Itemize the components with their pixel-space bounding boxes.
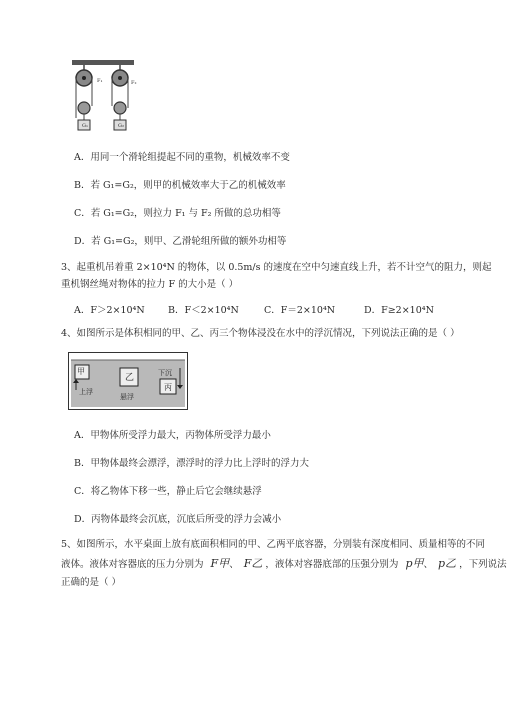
q5-line2-a: 液体。液体对容器底的压力分别为 [61,559,204,570]
q2-option-b: B．若 G₁=G₂，则甲的机械效率大于乙的机械效率 [74,180,286,191]
q5-line3: 正确的是（ ） [61,577,122,588]
q3-stem-line1: 3、起重机吊着重 2×10⁴N 的物体，以 0.5m/s 的速度在空中匀速直线上升，若不计空气的阻力，则起 [61,262,492,273]
pulley-figure [70,58,140,134]
label-shangfu: 上浮 [79,388,93,396]
q4-option-a: A．甲物体所受浮力最大，丙物体所受浮力最小 [74,430,271,441]
q5-line1: 5、如图所示，水平桌面上放有底面积相同的甲、乙两平底容器，分别装有深度相同、质量相等的不同 [61,539,486,550]
q5-line2: 液体。液体对容器底的压力分别为 F甲、 F乙 ，液体对容器底部的压强分别为 p甲、 p乙 ，下列说法 [61,557,507,570]
q4-option-d: D．丙物体最终会沉底，沉底后所受的浮力会减小 [74,514,282,525]
q2-option-d: D．若 G₁=G₂，则甲、乙滑轮组所做的额外功相等 [74,236,287,247]
q3-stem-line2: 重机钢丝绳对物体的拉力 F 的大小是（ ） [61,279,239,290]
q3-option-d: D．F≥2×10⁴N [364,305,434,316]
q4-stem: 4、如图所示是体积相同的甲、乙、丙三个物体浸没在水中的浮沉情况，下列说法正确的是（ ） [61,328,460,339]
label-yi: 乙 [125,373,135,383]
force-jia: F甲 [210,557,230,570]
label-xuanfu: 悬浮 [120,393,134,401]
force-yi: F乙 [243,557,263,570]
q3-option-c: C．F＝2×10⁴N [264,305,336,316]
q4-option-b: B．甲物体最终会漂浮，漂浮时的浮力比上浮时的浮力大 [74,458,309,469]
q3-option-a: A．F＞2×10⁴N [74,305,145,316]
pressure-jia: p甲 [405,557,424,570]
q2-option-a: A．用同一个滑轮组提起不同的重物，机械效率不变 [74,152,290,163]
label-xiachen: 下沉 [158,369,172,377]
label-f2: F₂ [131,80,137,86]
label-f1: F₁ [97,78,103,84]
pressure-yi: p乙 [438,557,457,570]
q3-option-b: B．F＜2×10⁴N [168,305,239,316]
label-g2: G₂ [118,123,124,129]
label-g1: G₁ [82,123,88,129]
q5-line2-b: ，液体对容器底部的压强分别为 [265,559,399,570]
label-bing: 丙 [164,383,172,392]
q4-option-c: C．将乙物体下移一些，静止后它会继续悬浮 [74,486,262,497]
q2-option-c: C．若 G₁=G₂，则拉力 F₁ 与 F₂ 所做的总功相等 [74,208,281,219]
label-jia: 甲 [77,367,85,376]
q5-line2-c: ，下列说法 [459,559,507,570]
q3-options [74,304,474,317]
